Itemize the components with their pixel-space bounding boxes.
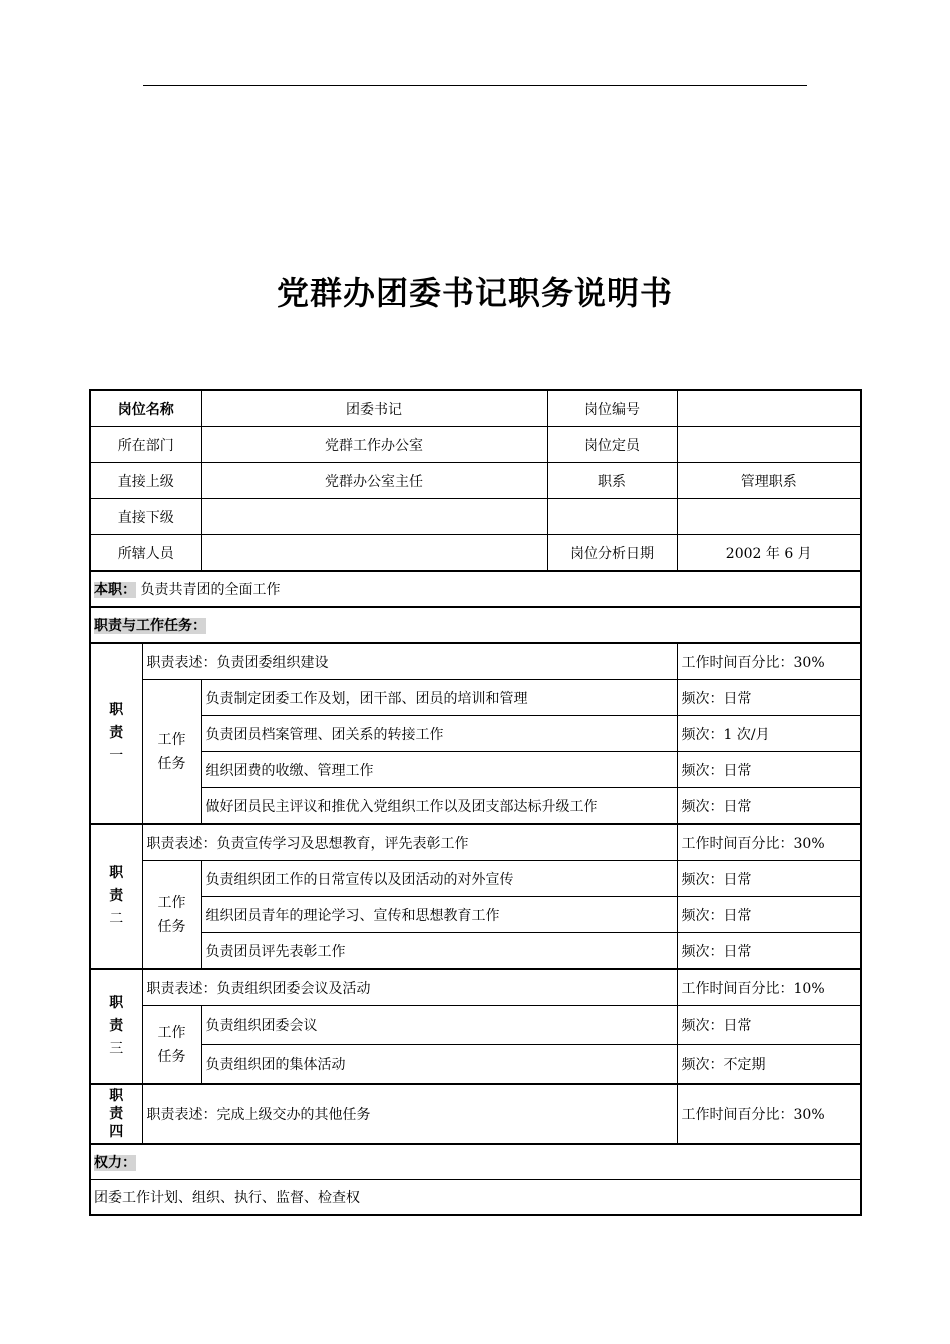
info-row [90,535,861,572]
task-freq: 频次：不定期 [677,1045,861,1085]
info-label: 岗位定员 [547,427,677,463]
info-row [90,463,861,499]
benzhi-label: 本职： [94,582,136,598]
info-value: 党群办公室主任 [201,463,547,499]
info-label: 职系 [547,463,677,499]
duty-label: 职 责 四 [90,1084,142,1144]
info-value: 管理职系 [677,463,861,499]
power-header-cell [90,1144,861,1180]
task-label: 工作 任务 [142,1006,201,1085]
duty-desc-row [90,824,861,861]
benzhi-row [90,571,861,607]
info-value: 2002 年 6 月 [677,535,861,572]
task-text: 负责团员评先表彰工作 [201,933,677,970]
info-value [677,427,861,463]
info-label [547,499,677,535]
task-text: 组织团费的收缴、管理工作 [201,752,677,788]
document-title: 党群办团委书记职务说明书 [276,274,673,312]
task-row [90,680,861,716]
info-row [90,390,861,427]
info-label: 岗位编号 [547,390,677,427]
task-label: 工作 任务 [142,680,201,825]
task-row [90,752,861,788]
power-header-row [90,1144,861,1180]
task-row [90,1006,861,1045]
duty-label: 职 责 三 [90,969,142,1084]
task-text: 负责制定团委工作及划，团干部、团员的培训和管理 [201,680,677,716]
task-freq: 频次：日常 [677,861,861,897]
header-rule [143,85,807,86]
task-row [90,716,861,752]
power-label: 权力： [94,1155,136,1171]
power-text: 团委工作计划、组织、执行、监督、检查权 [90,1180,861,1216]
duty-label: 职 责 一 [90,643,142,824]
info-label: 直接上级 [90,463,201,499]
task-row [90,861,861,897]
task-freq: 频次：日常 [677,680,861,716]
duty-desc-row [90,643,861,680]
task-text: 负责组织团委会议 [201,1006,677,1045]
task-row [90,933,861,970]
task-text: 负责组织团工作的日常宣传以及团活动的对外宣传 [201,861,677,897]
task-text: 负责组织团的集体活动 [201,1045,677,1085]
benzhi-text: 负责共青团的全面工作 [140,582,281,598]
info-value [677,499,861,535]
duty-desc: 职责表述：完成上级交办的其他任务 [142,1084,677,1144]
task-text: 组织团员青年的理论学习、宣传和思想教育工作 [201,897,677,933]
task-freq: 频次：日常 [677,933,861,970]
info-label: 所辖人员 [90,535,201,572]
info-value [677,390,861,427]
benzhi-cell [90,571,861,607]
task-text: 负责团员档案管理、团关系的转接工作 [201,716,677,752]
task-freq: 频次：1 次/月 [677,716,861,752]
duties-header-label: 职责与工作任务： [94,618,206,634]
info-label: 直接下级 [90,499,201,535]
duty-pct: 工作时间百分比：30% [677,1084,861,1144]
task-freq: 频次：日常 [677,897,861,933]
duty-label: 职 责 二 [90,824,142,969]
info-row [90,499,861,535]
task-row [90,1045,861,1085]
duty-pct: 工作时间百分比：30% [677,824,861,861]
info-row [90,427,861,463]
duty-desc: 职责表述：负责宣传学习及思想教育，评先表彰工作 [142,824,677,861]
info-value: 团委书记 [201,390,547,427]
info-label: 所在部门 [90,427,201,463]
task-freq: 频次：日常 [677,752,861,788]
duties-header-cell [90,607,861,643]
duty-pct: 工作时间百分比：30% [677,643,861,680]
task-freq: 频次：日常 [677,1006,861,1045]
info-value [201,535,547,572]
duty-desc-row [90,969,861,1006]
task-row [90,788,861,825]
duty-pct: 工作时间百分比：10% [677,969,861,1006]
info-label: 岗位名称 [90,390,201,427]
power-row [90,1180,861,1216]
task-row [90,897,861,933]
task-text: 做好团员民主评议和推优入党组织工作以及团支部达标升级工作 [201,788,677,825]
duty-desc-row [90,1084,861,1144]
duties-header-row [90,607,861,643]
info-value [201,499,547,535]
duty-desc: 职责表述：负责组织团委会议及活动 [142,969,677,1006]
duty-desc: 职责表述：负责团委组织建设 [142,643,677,680]
job-description-table [89,389,862,1216]
task-freq: 频次：日常 [677,788,861,825]
task-label: 工作 任务 [142,861,201,970]
info-value: 党群工作办公室 [201,427,547,463]
info-label: 岗位分析日期 [547,535,677,572]
